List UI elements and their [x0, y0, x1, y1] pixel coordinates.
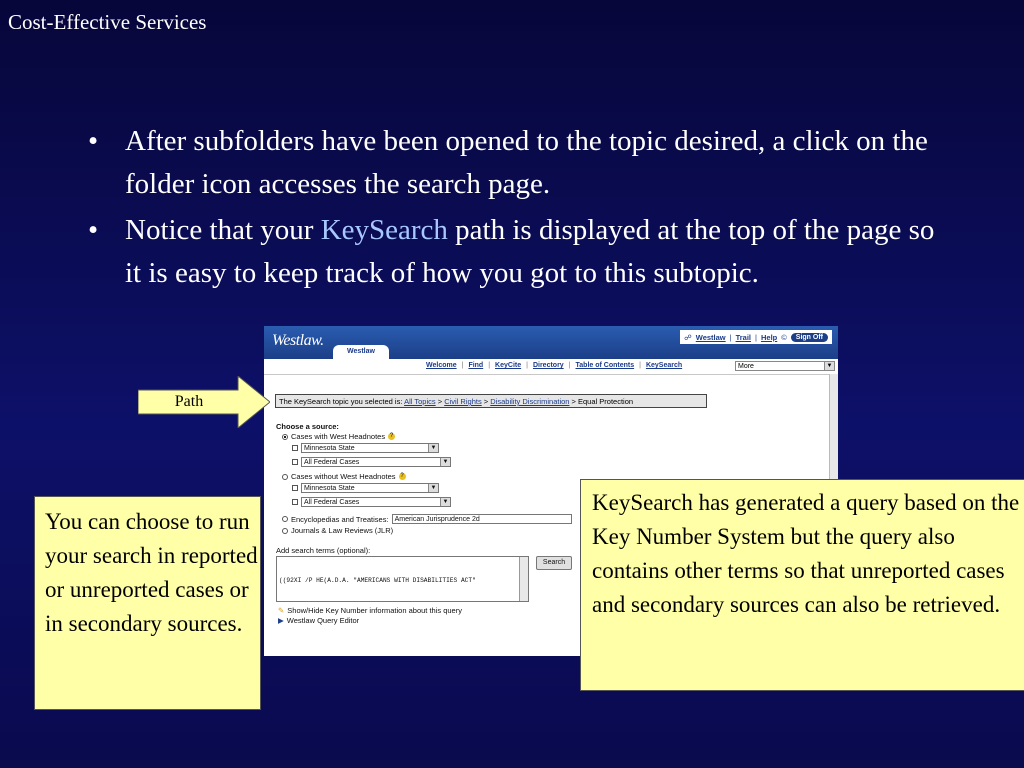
separator: | [755, 332, 757, 342]
label-without-headnotes: Cases without West Headnotes [291, 472, 396, 481]
westlaw-logo: Westlaw. [272, 332, 324, 349]
chevron-down-icon: ▼ [428, 484, 438, 492]
federal-select-value: All Federal Cases [304, 499, 360, 506]
label-journals: Journals & Law Reviews (JLR) [291, 526, 394, 535]
westlaw-link[interactable]: Westlaw [695, 332, 726, 342]
textarea-scrollbar[interactable] [519, 557, 528, 601]
left-note: You can choose to run your search in reported or unreported cases or in secondary sources. [34, 496, 261, 710]
pencil-icon: ✎ [278, 606, 285, 615]
trail-link[interactable]: Trail [735, 332, 752, 342]
bullet-item [88, 209, 938, 295]
bullet-item [88, 120, 938, 206]
label-with-headnotes: Cases with West Headnotes [291, 432, 386, 441]
help-icon[interactable]: ? [400, 473, 404, 479]
state-select[interactable] [301, 483, 439, 493]
option-federal-1 [292, 457, 451, 467]
bullet-text: After subfolders have been opened to the topic desired, a click on the folder icon accesses the search page. [125, 125, 928, 200]
bullet-list [88, 120, 938, 298]
help-link[interactable]: Help [760, 332, 778, 342]
westlaw-link-icon: ☍ [684, 332, 692, 342]
checkbox-state[interactable] [292, 485, 298, 491]
nav-keycite[interactable]: KeyCite [495, 362, 522, 369]
chevron-down-icon: ▼ [440, 498, 450, 506]
nav-table-of-contents[interactable]: Table of Contents [575, 362, 635, 369]
keysearch-path [275, 394, 707, 408]
keysearch-term: KeySearch [320, 214, 448, 246]
federal-select[interactable] [301, 497, 451, 507]
search-button[interactable]: Search [536, 556, 572, 570]
westlaw-header [264, 326, 838, 359]
nav-links: Welcome | Find | KeyCite | Directory | Table of Contents | KeySearch [426, 362, 683, 369]
state-select[interactable] [301, 443, 439, 453]
query-editor-link[interactable] [278, 616, 359, 625]
option-with-headnotes[interactable] [282, 432, 395, 441]
state-select-value: Minnesota State [304, 485, 355, 492]
path-link-disability-discrimination[interactable]: Disability Discrimination [490, 397, 570, 406]
query-editor-label: Westlaw Query Editor [286, 616, 360, 625]
query-line: ((92XI /P HE(A.D.A. "AMERICANS WITH DISABILITIES ACT" [279, 577, 476, 584]
radio-without-headnotes[interactable] [282, 474, 288, 480]
path-prefix: The KeySearch topic you selected is: [279, 397, 405, 406]
path-current: > Equal Protection [571, 397, 634, 406]
option-state-2 [292, 483, 439, 493]
option-state-1 [292, 443, 439, 453]
option-encyclopedias[interactable] [282, 514, 572, 524]
path-link-civil-rights[interactable]: Civil Rights [444, 397, 482, 406]
right-note: KeySearch has generated a query based on the Key Number System but the query also contains other terms so that unreported cases and secondary sources can also be retrieved. [580, 479, 1024, 691]
nav-directory[interactable]: Directory [532, 362, 564, 369]
radio-journals[interactable] [282, 528, 288, 534]
state-select-value: Minnesota State [304, 445, 355, 452]
more-select-value: More [738, 363, 754, 370]
play-icon: ▶ [278, 616, 284, 625]
path-sep: > [435, 397, 445, 406]
option-journals[interactable] [282, 526, 393, 535]
page-scrollbar[interactable] [829, 374, 838, 484]
bullet-text-post: path is displayed at the top of the page so it is easy to keep track of how you got to this subtopic. [125, 214, 935, 289]
copyright-icon: © [781, 332, 787, 342]
choose-source-heading: Choose a source: [276, 422, 339, 431]
federal-select-value: All Federal Cases [304, 459, 360, 466]
option-federal-2 [292, 497, 451, 507]
sign-off-button[interactable]: Sign Off [791, 333, 828, 342]
option-without-headnotes[interactable] [282, 472, 406, 481]
nav-find[interactable]: Find [468, 362, 484, 369]
top-links [680, 330, 832, 344]
show-hide-label: Show/Hide Key Number information about this query [287, 606, 462, 615]
checkbox-federal[interactable] [292, 499, 298, 505]
chevron-down-icon: ▼ [824, 362, 834, 370]
path-link-all-topics[interactable]: All Topics [404, 397, 436, 406]
encyclopedia-input[interactable]: American Jurisprudence 2d [392, 514, 572, 524]
bullet-text-pre: Notice that your [125, 214, 321, 246]
help-icon[interactable]: ? [389, 433, 394, 439]
label-encyclopedias: Encyclopedias and Treatises: [291, 514, 389, 524]
chevron-down-icon: ▼ [428, 444, 438, 452]
search-terms-textarea[interactable] [276, 556, 529, 602]
add-terms-label: Add search terms (optional): [276, 546, 371, 555]
checkbox-state[interactable] [292, 445, 298, 451]
checkbox-federal[interactable] [292, 459, 298, 465]
nav-welcome[interactable]: Welcome [426, 362, 457, 369]
more-select[interactable] [735, 361, 835, 371]
tab-westlaw[interactable]: Westlaw [333, 345, 389, 359]
radio-with-headnotes[interactable] [282, 434, 288, 440]
nav-keysearch[interactable]: KeySearch [645, 362, 683, 369]
separator: | [729, 332, 732, 342]
nav-bar [264, 359, 838, 375]
slide-title: Cost-Effective Services [8, 10, 207, 34]
show-hide-link[interactable] [278, 606, 462, 615]
chevron-down-icon: ▼ [440, 458, 450, 466]
path-label: Path [174, 393, 204, 410]
path-sep: > [481, 397, 491, 406]
radio-encyclopedias[interactable] [282, 516, 288, 522]
federal-select[interactable] [301, 457, 451, 467]
